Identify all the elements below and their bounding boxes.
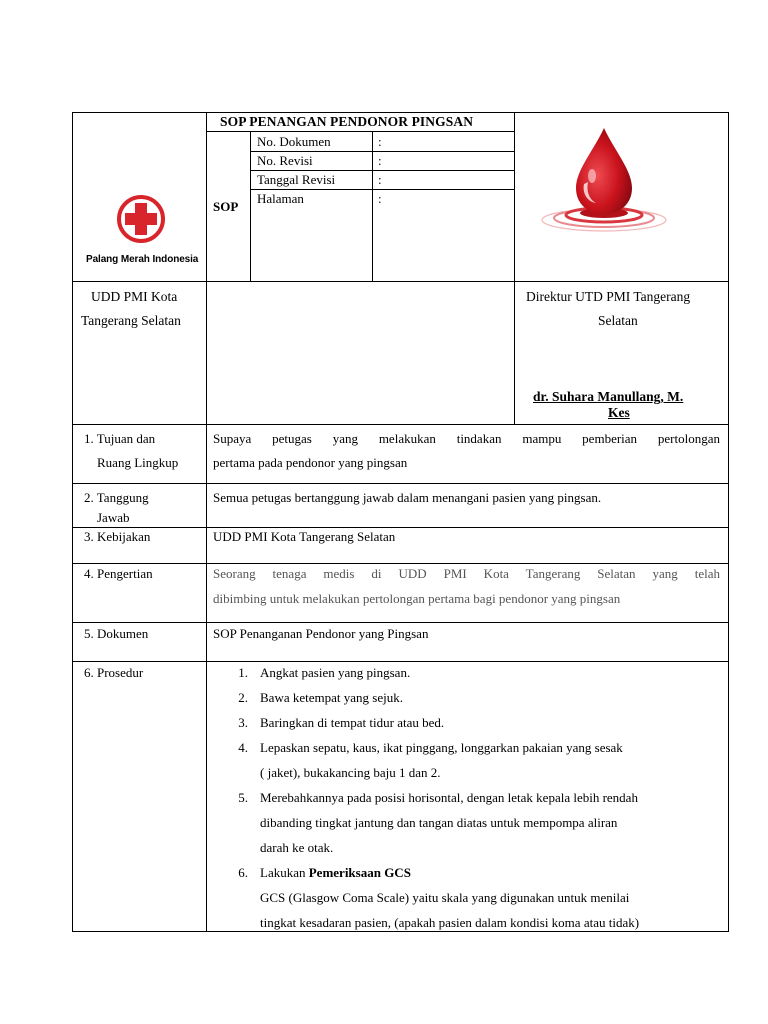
unit-name-line1: UDD PMI Kota: [91, 289, 178, 304]
section-2-label-line2: Jawab: [97, 510, 130, 525]
row-line-header: [72, 281, 729, 282]
procedure-step-2-line1: Bawa ketempat yang sejuk.: [260, 690, 403, 705]
unit-name-line2: Tangerang Selatan: [81, 313, 181, 328]
section-1-text-line2: pertama pada pendonor yang pingsan: [213, 455, 408, 470]
procedure-step-6-bold: Pemeriksaan GCS: [308, 865, 411, 880]
section-6-label: 6. Prosedur: [84, 665, 144, 680]
row-line-2: [72, 527, 729, 528]
field-row-line-3: [250, 189, 514, 190]
field-value-no-revisi: :: [378, 153, 382, 168]
header-right-divider: [514, 112, 515, 425]
procedure-step-1-number: 1.: [238, 665, 248, 680]
section-2-label-line1: 2. Tanggung: [84, 490, 149, 505]
procedure-step-5-line2: dibanding tingkat jantung dan tangan diatas untuk mempompa aliran: [260, 815, 618, 830]
table-border-left: [72, 112, 73, 932]
procedure-step-4-line2: ( jaket), bukakancing baju 1 dan 2.: [260, 765, 441, 780]
document-title: SOP PENANGAN PENDONOR PINGSAN: [220, 114, 474, 129]
field-label-no-dokumen: No. Dokumen: [257, 134, 331, 149]
procedure-step-5-line1: Merebahkannya pada posisi horisontal, dengan letak kepala lebih rendah: [260, 790, 638, 805]
section-4-label: 4. Pengertian: [84, 566, 153, 581]
section-1-text-line1: Supaya petugas yang melakukan tindakan mampu pemberian pertolongan: [213, 431, 720, 446]
procedure-step-3-line1: Baringkan di tempat tidur atau bed.: [260, 715, 445, 730]
field-value-divider: [372, 131, 373, 281]
procedure-step-6-lead: Lakukan: [260, 865, 309, 880]
field-row-line-2: [250, 170, 514, 171]
procedure-step-6-heading: [260, 865, 411, 881]
row-line-4: [72, 622, 729, 623]
section-2-text: Semua petugas bertanggung jawab dalam menangani pasien yang pingsan.: [213, 490, 602, 505]
field-value-halaman: :: [378, 191, 382, 206]
signer-name-line1: dr. Suhara Manullang, M.: [533, 389, 684, 404]
row-line-5: [72, 661, 729, 662]
blood-drop-logo-icon: [524, 126, 684, 238]
section-1-label-line2: Ruang Lingkup: [97, 455, 179, 470]
red-cross-logo-icon: [116, 194, 166, 244]
director-title-line1: Direktur UTD PMI Tangerang: [526, 289, 691, 304]
procedure-step-6-line2: tingkat kesadaran pasien, (apakah pasien dalam kondisi koma atau tidak): [260, 915, 640, 930]
field-label-halaman: Halaman: [257, 191, 304, 206]
procedure-step-3-number: 3.: [238, 715, 248, 730]
procedure-step-6-number: 6.: [238, 865, 248, 880]
section-1-label-line1: 1. Tujuan dan: [84, 431, 156, 446]
procedure-step-2-number: 2.: [238, 690, 248, 705]
section-5-text: SOP Penanganan Pendonor yang Pingsan: [213, 626, 429, 641]
section-4-text-line1: Seorang tenaga medis di UDD PMI Kota Tangerang Selatan yang telah: [213, 566, 720, 581]
section-3-text: UDD PMI Kota Tangerang Selatan: [213, 529, 396, 544]
signer-name-line2: Kes: [608, 405, 630, 420]
row-line-3: [72, 563, 729, 564]
field-value-tanggal-revisi: :: [378, 172, 382, 187]
procedure-step-4-number: 4.: [238, 740, 248, 755]
sop-cell-divider: [250, 131, 251, 281]
title-underline: [206, 131, 514, 132]
procedure-step-1-line1: Angkat pasien yang pingsan.: [260, 665, 411, 680]
section-3-label: 3. Kebijakan: [84, 529, 151, 544]
sop-label: SOP: [213, 199, 239, 214]
procedure-step-5-number: 5.: [238, 790, 248, 805]
field-label-no-revisi: No. Revisi: [257, 153, 313, 168]
field-row-line-1: [250, 151, 514, 152]
table-border-top: [72, 112, 729, 113]
field-value-no-dokumen: :: [378, 134, 382, 149]
procedure-step-6-line1: GCS (Glasgow Coma Scale) yaitu skala yang digunakan untuk menilai: [260, 890, 630, 905]
row-line-info: [72, 424, 729, 425]
director-title-line2: Selatan: [598, 313, 638, 328]
procedure-step-4-line1: Lepaskan sepatu, kaus, ikat pinggang, longgarkan pakaian yang sesak: [260, 740, 623, 755]
table-column-divider: [206, 112, 207, 932]
section-4-text-line2: dibimbing untuk melakukan pertolongan pertama bagi pendonor yang pingsan: [213, 591, 621, 606]
row-line-1: [72, 483, 729, 484]
procedure-step-5-line3: darah ke otak.: [260, 840, 334, 855]
table-border-bottom: [72, 931, 729, 932]
field-label-tanggal-revisi: Tanggal Revisi: [257, 172, 336, 187]
pmi-logo-text: Palang Merah Indonesia: [86, 254, 199, 265]
section-5-label: 5. Dokumen: [84, 626, 149, 641]
table-border-right: [728, 112, 729, 932]
